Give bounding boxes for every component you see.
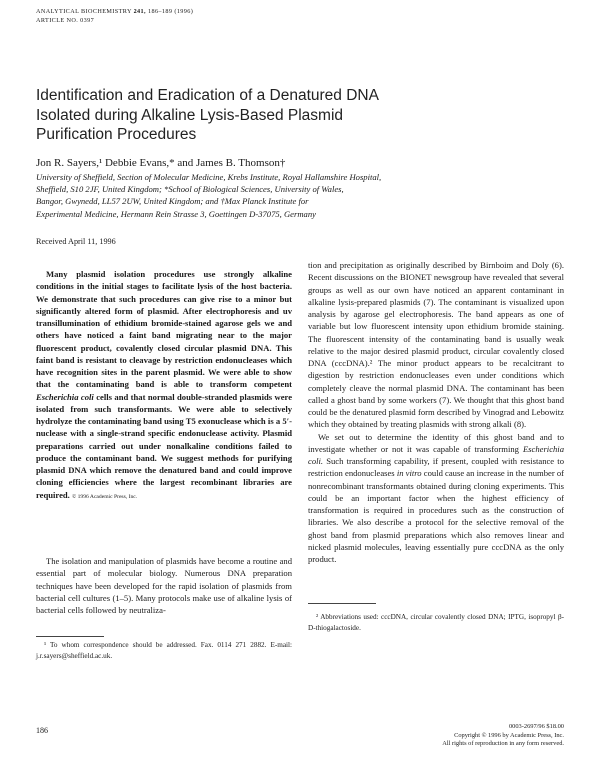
footnote-correspondence: ¹ To whom correspondence should be addressed. Fax. 0114 271 2882. E-mail: j.r.sayers@sheffield.ac.uk. xyxy=(36,641,292,660)
body-text: could cause an increase in the number of nonrecombinant transformants obtained during cloning experiments. This could be an important factor when the highest efficiency of transformation is required in procedures such as the construction of libraries. We also describe a protocol for the selective removal of the ghost band from plasmid preparations which also removes linear and nicked plasmid molecules, leaving essentially pure cccDNA as the only product. xyxy=(308,468,565,564)
footnote-divider xyxy=(36,636,104,637)
latin-term: in vitro xyxy=(396,468,422,479)
introduction-right xyxy=(308,259,564,565)
footnote-abbreviations: ² Abbreviations used: cccDNA, circular covalently closed DNA; IPTG, isopropyl β-D-thiogalactoside. xyxy=(308,613,564,632)
footnote-divider xyxy=(308,603,376,604)
body-text: Such transforming capability, if present, coupled with resistance to restriction endonucleases xyxy=(308,456,564,479)
affiliations xyxy=(36,171,556,220)
page-number: 186 xyxy=(36,726,48,735)
received-date: Received April 11, 1996 xyxy=(36,237,116,246)
paper-title xyxy=(36,86,436,145)
journal-pages: 186–189 (1996) xyxy=(147,8,194,15)
article-number: ARTICLE NO. 0397 xyxy=(36,17,95,24)
abstract xyxy=(36,268,292,503)
affiliation-line: University of Sheffield, Section of Molecular Medicine, Krebs Institute, Royal Hallamshire Hospital, xyxy=(36,172,382,182)
title-line: Identification and Eradication of a Denatured DNA xyxy=(36,87,379,104)
affiliation-line: Bangor, Gwynedd, LL57 2UW, United Kingdom; and †Max Planck Institute for xyxy=(36,196,309,207)
price-code: 0003-2697/96 $18.00 xyxy=(508,723,564,730)
introduction-left: The isolation and manipulation of plasmids have become a routine and essential part of molecular biology. Numerous DNA preparation techniques have been developed for the rapid isolation of plasmids from bacterial cell cultures (1–5). Many protocols make use of alkaline lysis of bacterial cells followed by neutraliza- xyxy=(36,556,292,615)
abstract-text: cells and that normal double-stranded plasmids were isolated from such transformants. We were able to selectively hydrolyze the contaminating band using T5 exonuclease which is a 5′-nuclease with a single-strand specific endonuclease activity. Plasmid preparations carried out under nonalkaline conditions failed to produce the contaminant band. We suggest methods for purifying plasmid DNA which remove the denatured band and could improve cloning efficiencies where the largest recombinant libraries are required. xyxy=(36,391,293,500)
affiliation-line: Experimental Medicine, Hermann Rein Strasse 3, Goettingen D-37075, Germany xyxy=(36,208,316,219)
copyright-line: Copyright © 1996 by Academic Press, Inc. xyxy=(454,731,564,739)
affiliation-line: Sheffield, S10 2JF, United Kingdom; *School of Biological Sciences, University of Wales, xyxy=(36,184,344,195)
journal-header xyxy=(36,7,193,25)
journal-name: ANALYTICAL BIOCHEMISTRY xyxy=(36,8,132,15)
title-line: Isolated during Alkaline Lysis-Based Plasmid xyxy=(36,106,344,124)
abstract-species: Escherichia coli xyxy=(36,391,94,402)
abstract-text: Many plasmid isolation procedures use strongly alkaline conditions in the initial stages to facilitate lysis of the host bacteria. We demonstrate that such procedures can give rise to a minor but significantly altered form of plasmid. After electrophoresis and uv transillumination of ethidium bromide-stained agarose gels we and others have noticed a faint band migrating near to the major fluorescent product, covalently closed circular plasmid DNA. This faint band is resistant to cleavage by restriction endonucleases which have recognition sites in the parent plasmid. We were able to show that the contaminating band is able to transform competent xyxy=(36,269,292,390)
body-paragraph: tion and precipitation as originally described by Birnboim and Doly (6). Recent discussions on the BIONET newsgroup have revealed that several groups as well as our own have noticed an apparent contaminant in alkaline lysis-prepared plasmids (7). The contaminant is visualized upon analysis by agarose gel electrophoresis. The band appears as one of variable but low fluorescent intensity upon ethidium bromide staining. The fluorescent intensity of the contaminating band is usually weak relative to the major desired plasmid product, circular covalently closed DNA (cccDNA).² The minor product appears to be recalcitrant to digestion by restriction endonucleases even under conditions which completely cleave the normal plasmid DNA. The contaminant has been called a ghost band by some workers (7). We thought that this ghost band could be the denatured plasmid form described by Vinograd and Lebowitz which they obtained by treating plasmids with strong alkali (8). xyxy=(308,260,564,430)
species-name: Escherichia coli. xyxy=(308,443,564,466)
abstract-copyright: © 1996 Academic Press, Inc. xyxy=(71,493,138,500)
title-line: Purification Procedures xyxy=(36,126,197,143)
rights-line: All rights of reproduction in any form reserved. xyxy=(442,740,564,748)
body-text: We set out to determine the identity of this ghost band and to investigate whether or not it was capable of transforming xyxy=(308,431,564,454)
journal-volume: 241, xyxy=(133,8,146,15)
body-paragraph xyxy=(308,431,564,566)
author-list: Jon R. Sayers,¹ Debbie Evans,* and James B. Thomson† xyxy=(36,157,286,169)
copyright-block xyxy=(360,723,564,749)
